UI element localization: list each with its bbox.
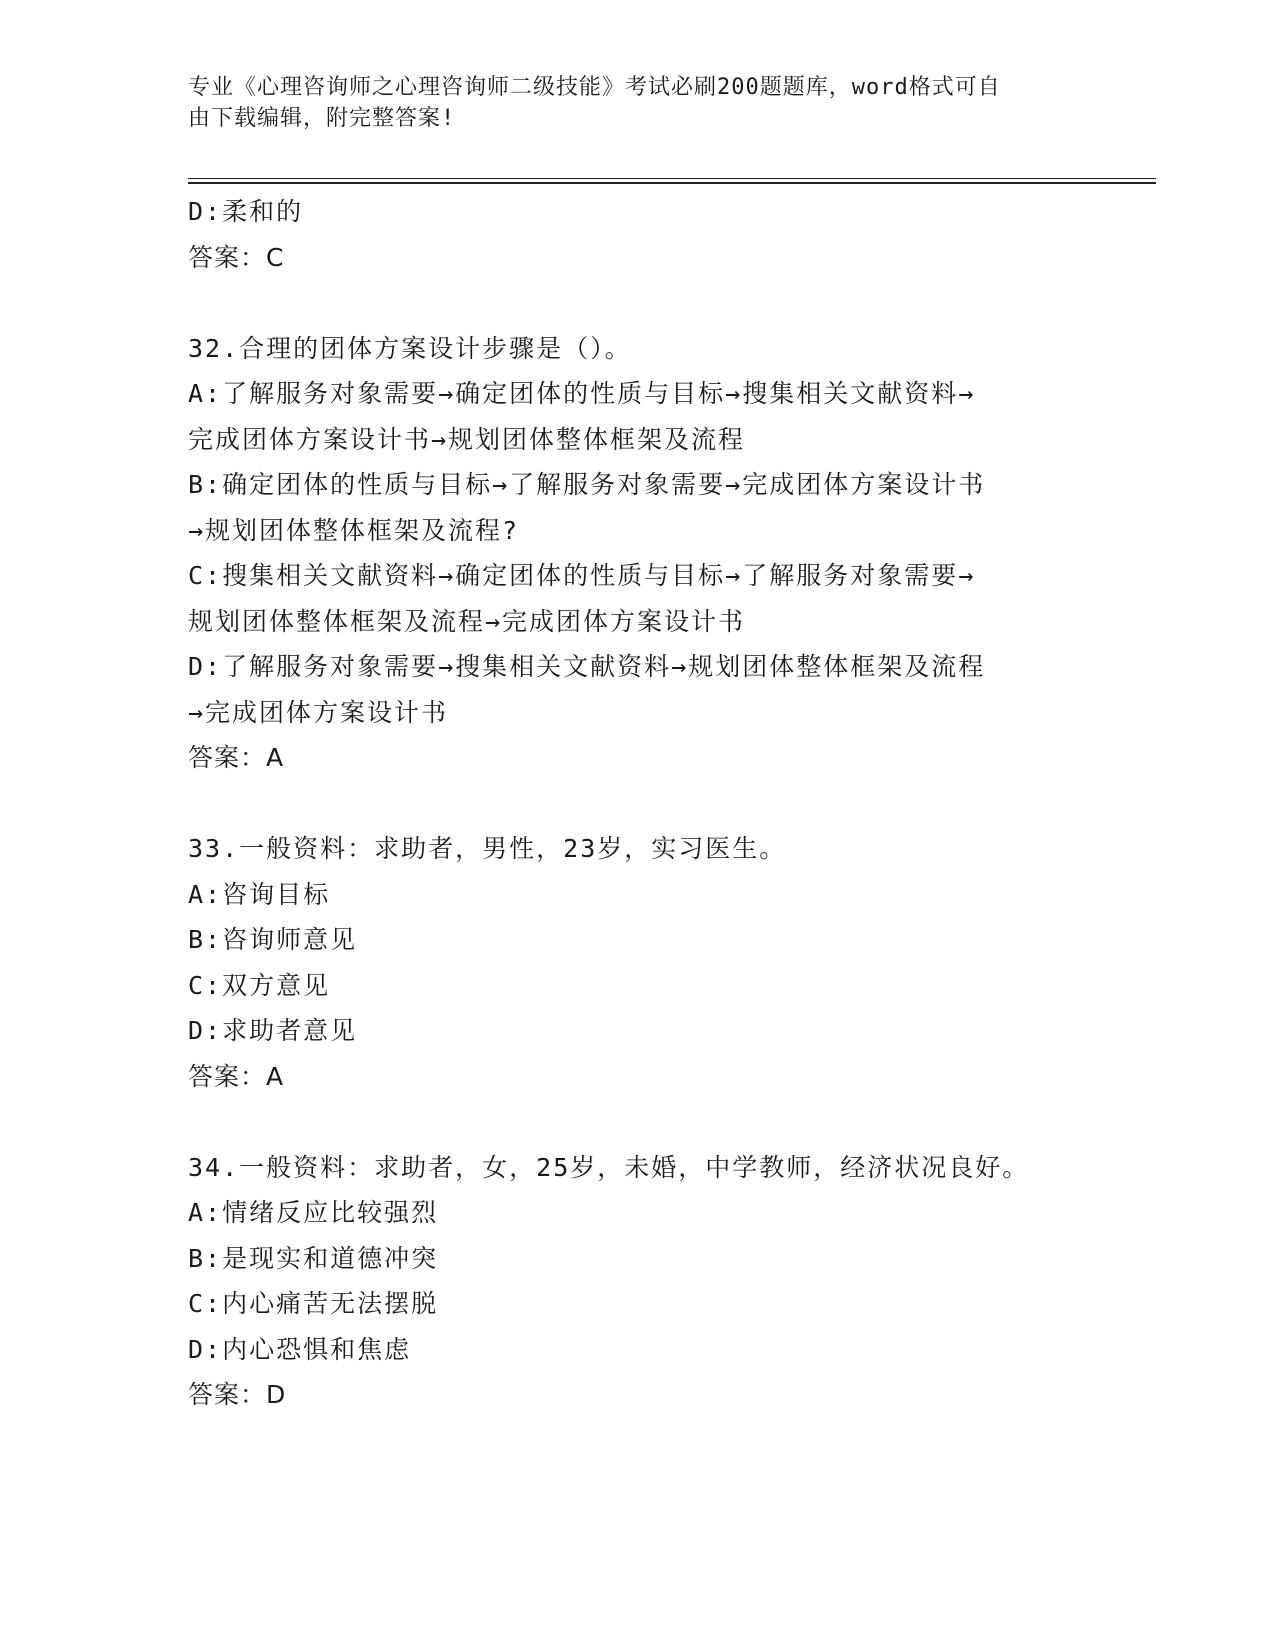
option-a-continued: 完成团体方案设计书→规划团体整体框架及流程 (188, 424, 746, 454)
question-list (188, 189, 1088, 1418)
option-d: D:了解服务对象需要→搜集相关文献资料→规划团体整体框架及流程 (188, 652, 986, 681)
document-header (188, 72, 1068, 134)
option-b: B:是现实和道德冲突 (188, 1243, 439, 1273)
option-b-continued: →规划团体整体框架及流程? (188, 515, 520, 545)
option-c-continued: 规划团体整体框架及流程→完成团体方案设计书 (188, 606, 746, 636)
spacer (188, 280, 1088, 326)
answer: 答案：D (188, 1380, 287, 1409)
option-d: D:内心恐惧和焦虑 (188, 1334, 412, 1364)
option-a: A:情绪反应比较强烈 (188, 1198, 439, 1227)
option-c: C:内心痛苦无法摆脱 (188, 1289, 439, 1318)
option-d: D:柔和的 (188, 197, 304, 226)
question-stem: 33.一般资料：求助者，男性，23岁，实习医生。 (188, 834, 787, 863)
question-32 (188, 326, 1088, 781)
answer: 答案：C (188, 242, 285, 272)
question-31-tail (188, 189, 1088, 280)
spacer (188, 1099, 1088, 1145)
spacer (188, 781, 1088, 827)
option-a: A:咨询目标 (188, 879, 331, 909)
option-d-continued: →完成团体方案设计书 (188, 697, 449, 727)
answer: 答案：A (188, 1061, 285, 1091)
header-line-1: 专业《心理咨询师之心理咨询师二级技能》考试必刷200题题库，word格式可自 (188, 75, 1001, 100)
header-divider-thin (188, 178, 1156, 179)
question-33 (188, 826, 1088, 1099)
answer: 答案：A (188, 743, 285, 772)
option-b: B:确定团体的性质与目标→了解服务对象需要→完成团体方案设计书 (188, 470, 986, 499)
question-34 (188, 1145, 1088, 1418)
header-divider-thick (188, 182, 1156, 184)
question-stem: 32.合理的团体方案设计步骤是（）。 (188, 333, 632, 363)
option-b: B:咨询师意见 (188, 925, 358, 954)
option-c: C:双方意见 (188, 970, 331, 1000)
option-a: A:了解服务对象需要→确定团体的性质与目标→搜集相关文献资料→ (188, 379, 976, 408)
option-c: C:搜集相关文献资料→确定团体的性质与目标→了解服务对象需要→ (188, 561, 976, 590)
header-line-2: 由下载编辑，附完整答案! (188, 106, 456, 131)
option-d: D:求助者意见 (188, 1016, 358, 1045)
question-stem: 34.一般资料：求助者，女，25岁，未婚，中学教师，经济状况良好。 (188, 1152, 1030, 1182)
